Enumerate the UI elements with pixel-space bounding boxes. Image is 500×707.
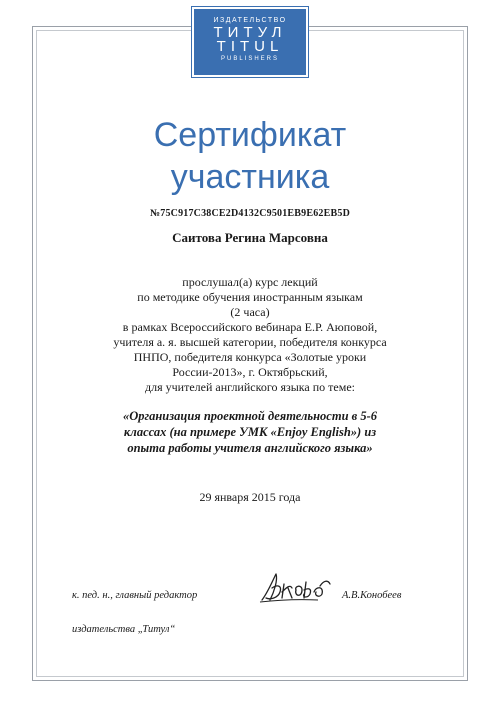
body-line: для учителей английского языка по теме: (145, 380, 355, 394)
course-topic (50, 408, 450, 456)
signatory-role: к. пед. н., главный редактор (72, 590, 198, 601)
logo-line-4: PUBLISHERS (220, 56, 279, 62)
recipient-name: Саитова Регина Марсовна (172, 230, 328, 245)
body-line: России-2013», г. Октябрьский, (172, 365, 328, 379)
body-line: по методике обучения иностранным языкам (137, 290, 363, 304)
topic-line: «Организация проектной деятельности в 5-6 (122, 409, 378, 423)
certificate-date: 29 января 2015 года (199, 490, 301, 504)
certificate-number: №75C917C38CE2D4132C9501EB9E62EB5D (150, 208, 350, 219)
body-line: ПНПО, победителя конкурса «Золотые уроки (133, 350, 367, 364)
titul-publishers-logo (192, 7, 308, 77)
body-line: прослушал(а) курс лекций (182, 275, 318, 289)
certificate-body (60, 275, 440, 395)
body-line: в рамках Всероссийского вебинара Е.Р. Аюповой, (122, 320, 378, 334)
logo-line-1: ИЗДАТЕЛЬСТВО (213, 17, 287, 24)
signatory-organization: издательства „Титул“ (72, 624, 176, 635)
body-line: учителя а. я. высшей категории, победителя конкурса (113, 335, 387, 349)
signatory-name: А.В.Конобеев (342, 590, 402, 601)
topic-line: опыта работы учителя английского языка» (127, 441, 373, 455)
body-line: (2 часа) (230, 305, 270, 319)
certificate-title-line-1: Сертификат (153, 116, 347, 154)
certificate-title-line-2: участника (170, 158, 330, 196)
logo-line-2: ТИТУЛ (213, 24, 287, 41)
logo-line-3: TITUL (216, 38, 284, 55)
topic-line: классах (на примере УМК «Enjoy English») из (123, 425, 377, 439)
handwritten-signature (258, 566, 334, 606)
